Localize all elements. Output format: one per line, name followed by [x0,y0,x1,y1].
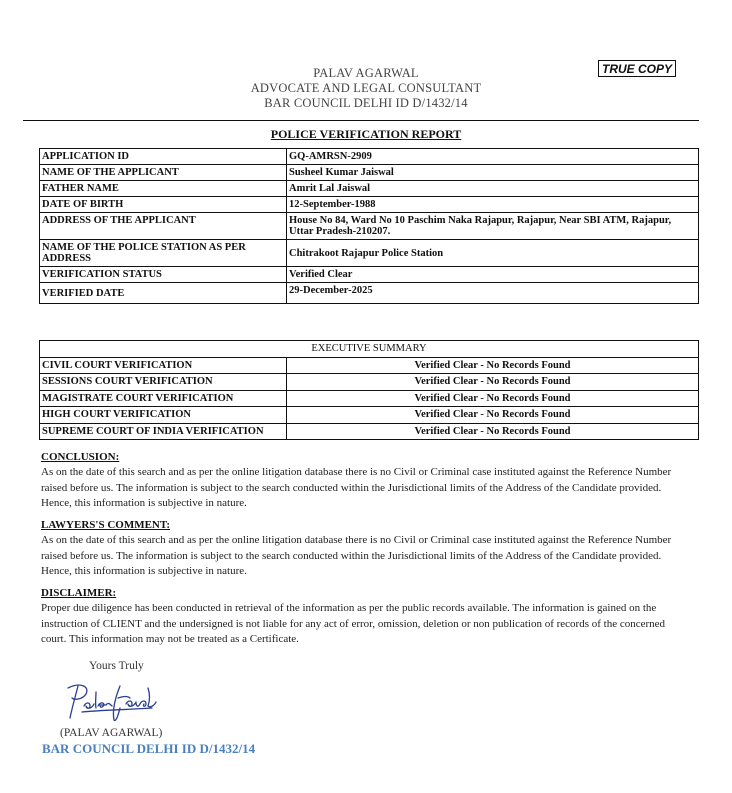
letterhead [0,66,732,111]
report-title: POLICE VERIFICATION REPORT [270,127,462,141]
table-row [40,423,699,440]
detail-value: 12-September-1988 [287,197,699,213]
court-label: SESSIONS COURT VERIFICATION [40,374,287,391]
lawyers-comment-section [41,519,693,580]
disclaimer-section [41,587,693,648]
detail-value: Verified Clear [287,267,699,283]
table-row [40,283,699,304]
table-row [40,341,699,358]
conclusion-section [41,451,693,512]
lawyers-comment-heading: LAWYERS'S COMMENT: [41,519,171,531]
advocate-designation: ADVOCATE AND LEGAL CONSULTANT [250,81,482,95]
footer-bar-council-id: BAR COUNCIL DELHI ID D/1432/14 [42,741,256,756]
signature [62,678,162,724]
table-row [40,267,699,283]
true-copy-stamp: TRUE COPY [598,60,676,77]
detail-value: 29-December-2025 [287,283,699,304]
table-row [40,213,699,240]
lawyers-comment-text: As on the date of this search and as per the online litigation database there is no Civil or Criminal case instituted against the Reference Number raised before us. The information is subject to the search conducted within the Jurisdictional limits of the Address of the Candidate provided. Hence, this information is subjective in nature. [41,534,672,577]
advocate-bar-id: BAR COUNCIL DELHI ID D/1432/14 [264,96,468,110]
detail-value: GQ-AMRSN-2909 [287,149,699,165]
court-status: Verified Clear - No Records Found [287,374,699,391]
table-row [40,181,699,197]
detail-label: NAME OF THE APPLICANT [40,165,287,181]
detail-value: House No 84, Ward No 10 Paschim Naka Rajapur, Rajapur, Near SBI ATM, Rajapur, Uttar Pradesh-210207. [287,213,699,240]
court-status: Verified Clear - No Records Found [287,357,699,374]
detail-label: DATE OF BIRTH [40,197,287,213]
table-row [40,390,699,407]
conclusion-text: As on the date of this search and as per the online litigation database there is no Civil or Criminal case instituted against the Reference Number raised before us. The information is subject to the search conducted within the Jurisdictional limits of the Address of the Candidate provided. Hence, this information is subjective in nature. [41,466,672,509]
advocate-name: PALAV AGARWAL [313,66,419,80]
detail-label: FATHER NAME [40,181,287,197]
detail-value: Susheel Kumar Jaiswal [287,165,699,181]
table-row [40,240,699,267]
closing-salutation: Yours Truly [89,660,144,672]
signatory-name: (PALAV AGARWAL) [60,727,163,739]
table-row [40,165,699,181]
detail-value: Amrit Lal Jaiswal [287,181,699,197]
table-row [40,407,699,424]
court-status: Verified Clear - No Records Found [287,390,699,407]
disclaimer-text: Proper due diligence has been conducted in retrieval of the information as per the public records available. The information is gained on the instruction of CLIENT and the undersigned is not liable for any act of error, omission, deletion or non publication of records of the concerned court. This information may not be treated as a Certificate. [41,602,666,645]
table-row [40,197,699,213]
detail-value: Chitrakoot Rajapur Police Station [287,240,699,267]
header-divider [23,120,699,121]
table-row [40,149,699,165]
applicant-details-table [39,148,699,304]
detail-label: VERIFICATION STATUS [40,267,287,283]
detail-label: NAME OF THE POLICE STATION AS PER ADDRESS [40,240,287,267]
court-label: CIVIL COURT VERIFICATION [40,357,287,374]
detail-label: APPLICATION ID [40,149,287,165]
detail-label: ADDRESS OF THE APPLICANT [40,213,287,240]
court-status: Verified Clear - No Records Found [287,423,699,440]
detail-label: VERIFIED DATE [40,283,287,304]
table-row [40,374,699,391]
disclaimer-heading: DISCLAIMER: [41,587,117,599]
table-row [40,357,699,374]
court-label: SUPREME COURT OF INDIA VERIFICATION [40,423,287,440]
summary-title: EXECUTIVE SUMMARY [40,341,699,358]
court-label: HIGH COURT VERIFICATION [40,407,287,424]
executive-summary-table [39,340,699,440]
conclusion-heading: CONCLUSION: [41,451,120,463]
court-label: MAGISTRATE COURT VERIFICATION [40,390,287,407]
court-status: Verified Clear - No Records Found [287,407,699,424]
